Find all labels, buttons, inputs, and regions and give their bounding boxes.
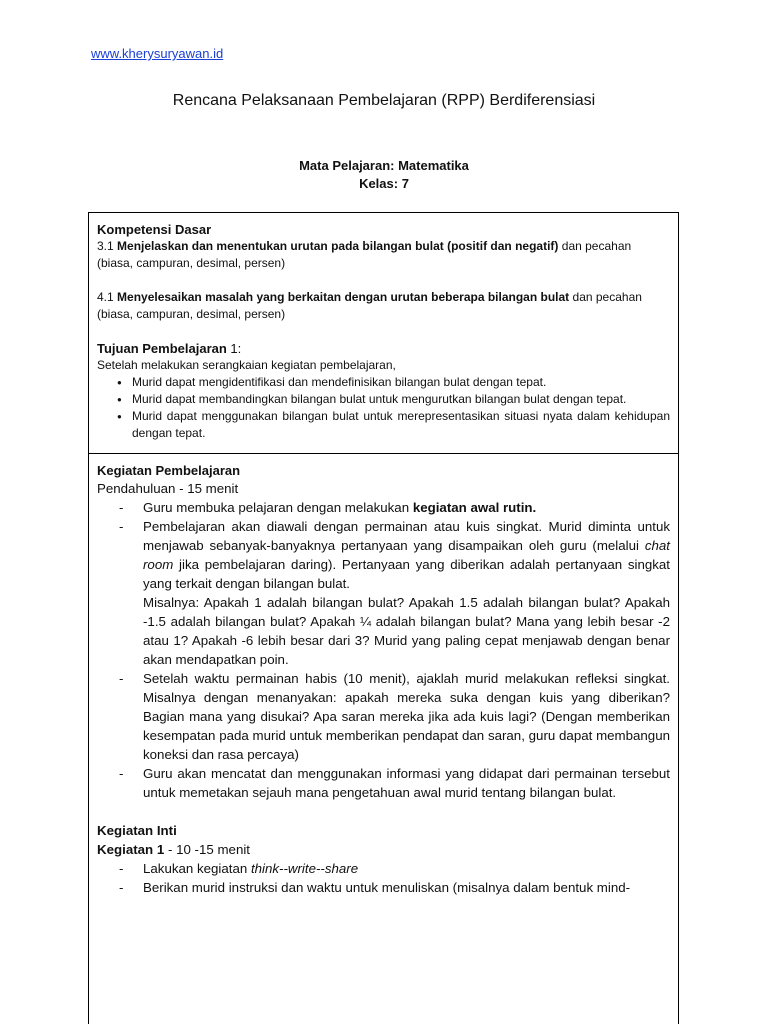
tujuan-list: [97, 374, 670, 442]
kd-tujuan-cell: [89, 213, 678, 454]
kd-3-1: [97, 238, 670, 272]
grade-label: Kelas: 7: [359, 176, 409, 191]
item-text: jika pembelajaran daring). Pertanyaan yang diberikan adalah pertanyaan singkat yang terkait dengan bilangan bulat.: [143, 557, 670, 591]
tujuan-number: 1:: [230, 341, 242, 356]
pendahuluan-list: [97, 498, 670, 802]
item-text: Pembelajaran akan diawali dengan permainan atau kuis singkat. Murid diminta untuk menjawab sebanyak-banyaknya pertanyaan yang disampaikan oleh guru (melalui: [143, 519, 670, 553]
item-italic: chat room: [143, 538, 670, 572]
pendahuluan-item: [97, 498, 670, 517]
tujuan-heading: Tujuan Pembelajaran: [97, 341, 227, 356]
item-bold: kegiatan awal rutin.: [412, 500, 537, 515]
kd-3-1-rest: dan pecahan (biasa, campuran, desimal, persen): [97, 239, 632, 270]
pendahuluan-label: Pendahuluan - 15 menit: [97, 481, 239, 496]
item-text: Lakukan kegiatan: [143, 861, 248, 876]
item-text: Guru membuka pelajaran dengan melakukan: [143, 500, 410, 515]
rpp-table: [88, 212, 679, 1024]
tujuan-heading-line: [97, 340, 670, 357]
kd-4-1-number: 4.1: [97, 290, 114, 304]
kegiatan-1-duration: - 10 -15 menit: [167, 842, 250, 857]
kd-4-1: [97, 289, 670, 323]
item-example: Misalnya: Apakah 1 adalah bilangan bulat? Apakah 1.5 adalah bilangan bulat? Apakah -1.5 adalah bilangan bulat? Apakah ¼ adalah bilangan bulat? Mana yang lebih besar -2 atau 1? Apakah -6 lebih besar dari 3? Murid yang paling cepat menjawab dengan benar akan mendapatkan poin.: [143, 595, 670, 667]
subject-label: Mata Pelajaran: Matematika: [299, 158, 469, 173]
inti-heading: Kegiatan Inti: [97, 823, 177, 838]
kd-heading: Kompetensi Dasar: [97, 222, 212, 237]
tujuan-item: ● Murid dapat mengidentifikasi dan mendefinisikan bilangan bulat dengan tepat.: [97, 374, 670, 391]
tujuan-item: ● Murid dapat membandingkan bilangan bulat untuk mengurutkan bilangan bulat dengan tepat.: [97, 391, 670, 408]
kegiatan-cell: [89, 454, 678, 897]
kegiatan-1-list: [97, 859, 670, 897]
subject-block: [0, 157, 768, 193]
tujuan-intro: Setelah melakukan serangkaian kegiatan pembelajaran,: [97, 358, 396, 372]
kegiatan-1-label: Kegiatan 1: [97, 842, 165, 857]
kd-3-1-bold: Menjelaskan dan menentukan urutan pada bilangan bulat (positif dan negatif): [117, 239, 559, 253]
pendahuluan-item: [97, 517, 670, 669]
tujuan-item: ● Murid dapat menggunakan bilangan bulat untuk merepresentasikan situasi nyata dalam kehidupan dengan tepat.: [97, 408, 670, 442]
site-link[interactable]: www.kherysuryawan.id: [91, 46, 224, 61]
kd-3-1-number: 3.1: [97, 239, 114, 253]
pendahuluan-item: - Setelah waktu permainan habis (10 menit), ajaklah murid melakukan refleksi singkat. Misalnya dengan menanyakan: apakah mereka suka dengan kuis yang diberikan? Bagian mana yang disukai? Apa saran mereka jika ada kuis lagi? (Dengan memberikan kesempatan pada murid untuk memberikan pendapat dan saran, guru dapat membangun koneksi dan rasa percaya): [97, 669, 670, 764]
kegiatan-1-item: [97, 859, 670, 878]
kegiatan-1-line: [97, 840, 670, 859]
kd-4-1-bold: Menyelesaikan masalah yang berkaitan dengan urutan beberapa bilangan bulat: [117, 290, 570, 304]
pendahuluan-item: - Guru akan mencatat dan menggunakan informasi yang didapat dari permainan tersebut untuk memetakan sejauh mana pengetahuan awal murid tentang bilangan bulat.: [97, 764, 670, 802]
item-italic: think--write--share: [250, 861, 359, 876]
kegiatan-heading: Kegiatan Pembelajaran: [97, 463, 241, 478]
kegiatan-1-item: - Berikan murid instruksi dan waktu untuk menuliskan (misalnya dalam bentuk mind-: [97, 878, 670, 897]
kd-4-1-rest: dan pecahan (biasa, campuran, desimal, persen): [97, 290, 642, 321]
document-title: Rencana Pelaksanaan Pembelajaran (RPP) Berdiferensiasi: [172, 92, 596, 109]
